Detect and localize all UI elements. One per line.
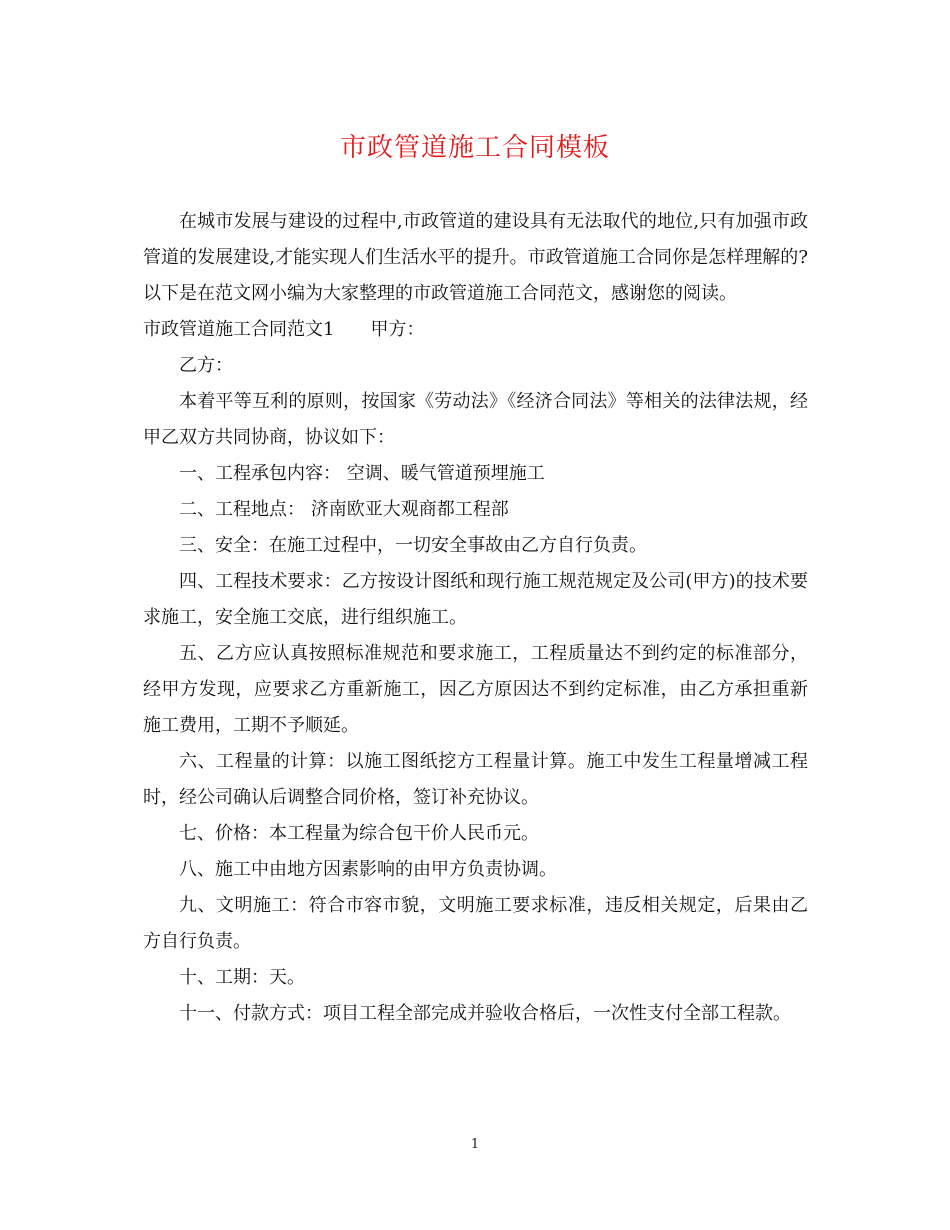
- preamble-paragraph: 本着平等互利的原则，按国家《劳动法》《经济合同法》等相关的法律法规，经甲乙双方共同协商，协议如下：: [143, 391, 808, 448]
- clause-6: 六、工程量的计算：以施工图纸挖方工程量计算。施工中发生工程量增减工程时，经公司确认后调整合同价格，签订补充协议。: [143, 751, 808, 808]
- clause-8: 八、施工中由地方因素影响的由甲方负责协调。: [179, 859, 557, 880]
- clause-5: 五、乙方应认真按照标准规范和要求施工，工程质量达不到约定的标准部分，经甲方发现，应要求乙方重新施工，因乙方原因达不到约定标准，由乙方承担重新施工费用，工期不予顺延。: [143, 643, 808, 736]
- clause-2: 二、工程地点： 济南欧亚大观商都工程部: [179, 499, 509, 520]
- clause-10: 十、工期：天。: [179, 967, 305, 988]
- section-heading: 市政管道施工合同范文1: [143, 319, 335, 340]
- clause-9: 九、文明施工：符合市容市貌，文明施工要求标准，违反相关规定，后果由乙方自行负责。: [143, 895, 808, 952]
- clause-4: 四、工程技术要求：乙方按设计图纸和现行施工规范规定及公司(甲方)的技术要求施工，安全施工交底，进行组织施工。: [143, 571, 808, 628]
- party-a-label: 甲方：: [370, 319, 425, 340]
- clause-3: 三、安全：在施工过程中，一切安全事故由乙方自行负责。: [179, 535, 647, 556]
- clause-1: 一、工程承包内容： 空调、暖气管道预埋施工: [179, 463, 545, 484]
- section-heading-line: [143, 312, 808, 348]
- document-body: [143, 204, 808, 1032]
- party-b-label: 乙方：: [179, 355, 233, 376]
- page-number: 1: [470, 1137, 480, 1152]
- document-title: 市政管道施工合同模板: [339, 133, 610, 163]
- intro-paragraph: 在城市发展与建设的过程中,市政管道的建设具有无法取代的地位,只有加强市政管道的发展建设,才能实现人们生活水平的提升。市政管道施工合同你是怎样理解的?以下是在范文网小编为大家整理的市政管道施工合同范文，感谢您的阅读。: [143, 211, 808, 304]
- clause-7: 七、价格：本工程量为综合包干价人民币元。: [179, 823, 539, 844]
- clause-11: 十一、付款方式：项目工程全部完成并验收合格后，一次性支付全部工程款。: [179, 1003, 791, 1024]
